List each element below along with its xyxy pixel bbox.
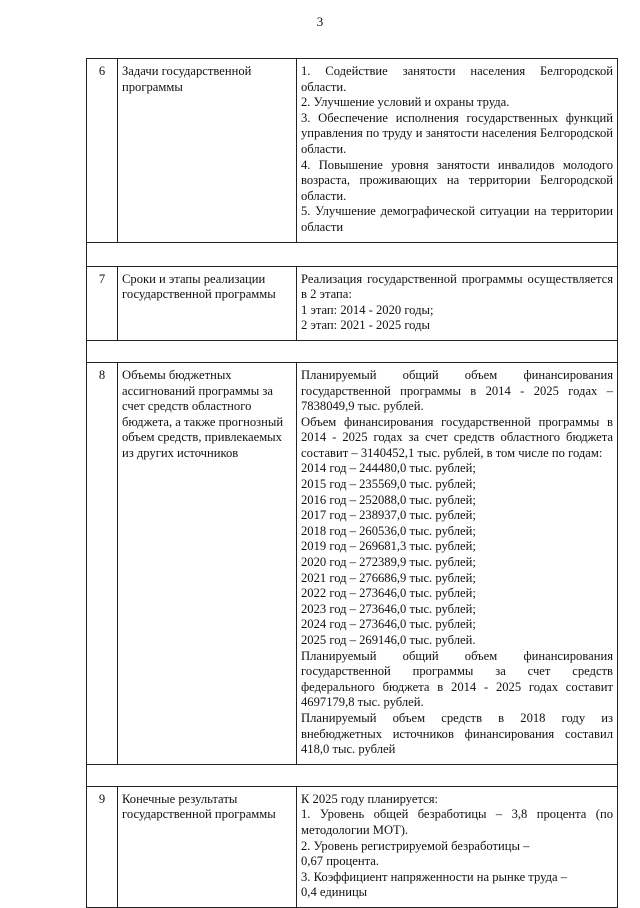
year-line: 2019 год – 269681,3 тыс. рублей; bbox=[301, 539, 476, 554]
year-line: 2017 год – 238937,0 тыс. рублей; bbox=[301, 508, 476, 523]
page-number: 3 bbox=[316, 14, 324, 29]
row-label: Конечные результаты государственной программы bbox=[118, 786, 297, 907]
table-row bbox=[87, 786, 618, 907]
year-line: 2016 год – 252088,0 тыс. рублей; bbox=[301, 492, 476, 507]
content-line: 2 этап: 2021 - 2025 годы bbox=[301, 318, 430, 333]
content-line: 0,67 процента. bbox=[301, 854, 379, 869]
content-line: 4. Повышение уровня занятости инвалидов молодого возраста, проживающих на территории Белгородской области. bbox=[301, 157, 613, 203]
content-line: 5. Улучшение демографической ситуации на территории области bbox=[301, 204, 613, 234]
year-line: 2024 год – 273646,0 тыс. рублей; bbox=[301, 617, 476, 632]
program-passport-table bbox=[86, 58, 618, 908]
year-line: 2022 год – 273646,0 тыс. рублей; bbox=[301, 586, 476, 601]
year-line: 2021 год – 276686,9 тыс. рублей; bbox=[301, 570, 476, 585]
row-number: 7 bbox=[87, 266, 118, 340]
content-line: Планируемый объем средств в 2018 году из внебюджетных источников финансирования составил 418,0 тыс. рублей bbox=[301, 710, 613, 757]
row-label: Сроки и этапы реализации государственной программы bbox=[118, 266, 297, 340]
content-line: 3. Коэффициент напряженности на рынке труда – bbox=[301, 869, 568, 884]
content-line: 2. Улучшение условий и охраны труда. bbox=[301, 95, 510, 110]
row-number: 9 bbox=[87, 786, 118, 907]
year-line: 2025 год – 269146,0 тыс. рублей. bbox=[301, 633, 476, 647]
row-content bbox=[297, 266, 618, 340]
year-line: 2018 год – 260536,0 тыс. рублей; bbox=[301, 523, 476, 538]
row-content bbox=[297, 786, 618, 907]
content-line: Реализация государственной программы осуществляется в 2 этапа: bbox=[301, 271, 613, 302]
content-line: 1 этап: 2014 - 2020 годы; bbox=[301, 302, 434, 317]
table-row bbox=[87, 59, 618, 243]
row-content bbox=[297, 362, 618, 764]
content-line: 1. Уровень общей безработицы – 3,8 процента (по методологии МОТ). bbox=[301, 807, 613, 837]
year-line: 2014 год – 244480,0 тыс. рублей; bbox=[301, 461, 476, 476]
content-line: Объем финансирования государственной программы в 2014 - 2025 годах за счет средств областного бюджета составит – 3140452,1 тыс. рублей, в том числе по годам: bbox=[301, 414, 613, 460]
content-line: Планируемый общий объем финансирования государственной программы за счет средств федерального бюджета в 2014 - 2025 годах составит 4697179,8 тыс. рублей. bbox=[301, 648, 613, 710]
content-line: 3. Обеспечение исполнения государственных функций управления по труду и занятости населения Белгородской области. bbox=[301, 110, 613, 156]
row-number: 6 bbox=[87, 59, 118, 243]
row-label: Задачи государственной программы bbox=[118, 59, 297, 243]
content-line: 2. Уровень регистрируемой безработицы – bbox=[301, 838, 530, 853]
row-number: 8 bbox=[87, 362, 118, 764]
content-line: 1. Содействие занятости населения Белгородской области. bbox=[301, 64, 613, 94]
content-line: К 2025 году планируется: bbox=[301, 791, 439, 806]
year-line: 2020 год – 272389,9 тыс. рублей; bbox=[301, 555, 476, 570]
content-line: Планируемый общий объем финансирования государственной программы в 2014 - 2025 годах – 7838049,9 тыс. рублей. bbox=[301, 367, 613, 414]
row-content bbox=[297, 59, 618, 243]
table-row bbox=[87, 266, 618, 340]
content-line: 0,4 единицы bbox=[301, 885, 368, 900]
table-row bbox=[87, 362, 618, 764]
row-label: Объемы бюджетных ассигнований программы за счет средств областного бюджета, а также прогнозный объем средств, привлекаемых из других источников bbox=[118, 362, 297, 764]
year-line: 2023 год – 273646,0 тыс. рублей; bbox=[301, 601, 476, 616]
year-line: 2015 год – 235569,0 тыс. рублей; bbox=[301, 477, 476, 492]
